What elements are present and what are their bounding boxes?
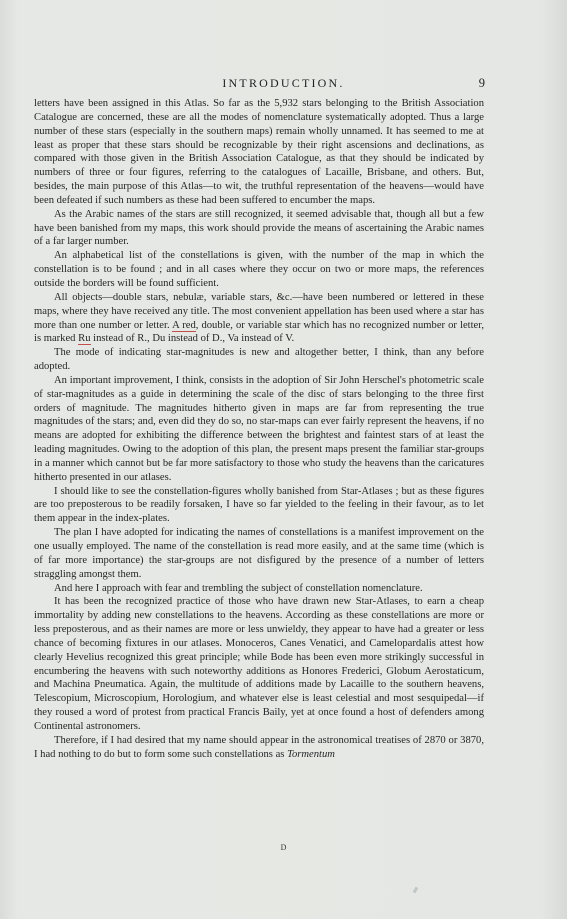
ru-marker: Ru [78, 333, 91, 345]
a-red-underlined: A red [172, 319, 196, 331]
paragraph-3: An alphabetical list of the constellations is given, with the number of the map in which the constellation is to be found ; and in all cases where they occur on two or more maps, the references outside the borders will be found sufficient. [34, 250, 484, 289]
paragraph-2: As the Arabic names of the stars are still recognized, it seemed advisable that, though all but a few have been banished from my maps, this work should provide the means of ascertaining the Arabic names of a far larger number. [34, 208, 484, 248]
paragraph-4-lead: All objects—double stars, nebulæ, variable stars, &c.—have been numbered or lettered in these maps, where they have received any title. The most convenient appellation has been used where a star has more than one number or letter. [34, 291, 484, 331]
du-marker: Du [152, 333, 166, 345]
paragraph-5: The mode of indicating star-magnitudes is new and altogether better, I think, than any before adopted. [34, 347, 484, 373]
paragraph-10: It has been the recognized practice of those who have drawn new Star-Atlases, to earn a cheap immortality by adding new constellations to the heavens. According as these constellations are more or less preposterous, and as their names are more or less unwieldy, they appear to have had a greater or less chance of becoming fixtures in our atlases. Monoceros, Canes Venatici, and Camelopardalis attest how clearly Hevelius recognized this great principle; while Bode has been even more strikingly successful in encumbering the heavens with such noteworthy additions as Honores Frederici, Globum Aerostaticum, and Machina Pneumatica. Again, the multitude of additions made by Lacaille to the southern heavens, Telescopium, Microscopium, Horologium, and whatever else is least celestial and most sesquipedal—if they roused a word of protest from practical Francis Baily, yet at once found a host of defenders among Continental astronomers. [34, 596, 484, 732]
paragraph-11-text: Therefore, if I had desired that my name should appear in the astronomical treatises of 2870 or 3870, I had nothing to do but to form some such constellations as [34, 734, 484, 760]
paragraph-7: I should like to see the constellation-figures wholly banished from Star-Atlases ; but as these figures are too preposterous to be readily forsaken, I have so far yielded to the feeling in their favour, as to let them appear in the index-plates. [34, 485, 484, 525]
paragraph-4-mid: , double, or variable star which has no recognized number or letter, is marked [34, 319, 484, 345]
paragraph-1: letters have been assigned in this Atlas. So far as the 5,932 stars belonging to the British Association Catalogue are concerned, these are all the modes of nomenclature systematically adopted. Thus a large number of these stars (especially in the southern maps) remain wholly unnamed. It has seemed to me at least as proper that these stars should be recognizable by their right ascensions and declinations, as compared with those given in the British Association Catalogue, as that they should be indicated by numbers of three or four figures, referring to the catalogues of Lacaille, Brisbane, and others. But, besides, the main purpose of this Atlas—to wit, the truthful representation of the heavens—would have been defeated if such numbers as these had been suffered to encumber the maps. [34, 98, 484, 206]
paragraph-4-r: instead of R., [90, 333, 153, 345]
page-number: 9 [478, 76, 485, 90]
paragraph-9: And here I approach with fear and trembling the subject of constellation nomenclature. [54, 582, 423, 594]
va-marker: Va [227, 333, 239, 345]
page-header [0, 76, 567, 92]
signature-mark: D [280, 843, 287, 852]
paragraph-4 [34, 291, 484, 346]
paragraph-4-d: instead of D., [165, 333, 228, 345]
body-text [34, 97, 484, 762]
paragraph-4-v: instead of V. [238, 333, 295, 345]
paragraph-6: An important improvement, I think, consists in the adoption of Sir John Herschel's photometric scale of star-magnitudes as a guide in determining the scale of the disc of stars belonging to the three first orders of magnitude. The magnitudes hitherto given in maps are far from representing the true magnitudes of the stars; and, even did they do so, no star-maps can ever fairly represent the heavens, if no means are adopted for exhibiting the difference between the brightest and faintest stars of at least the leading magnitudes. Owing to the adoption of this plan, the present maps present the familiar star-groups in a manner which cannot but be far more satisfactory to those who study the heavens than the caricatures hitherto presented in our atlases. [34, 374, 484, 483]
paragraph-8: The plan I have adopted for indicating the names of constellations is a manifest improvement on the one usually employed. The name of the constellation is read more easily, and at the same time (which is of far more importance) the star-groups are not disfigured by the presence of a number of letters straggling amongst them. [34, 527, 484, 580]
paragraph-11 [34, 734, 484, 762]
paper-speck [413, 887, 419, 894]
tormentum-italic: Tormentum [287, 748, 335, 760]
running-title: INTRODUCTION. [222, 76, 345, 90]
